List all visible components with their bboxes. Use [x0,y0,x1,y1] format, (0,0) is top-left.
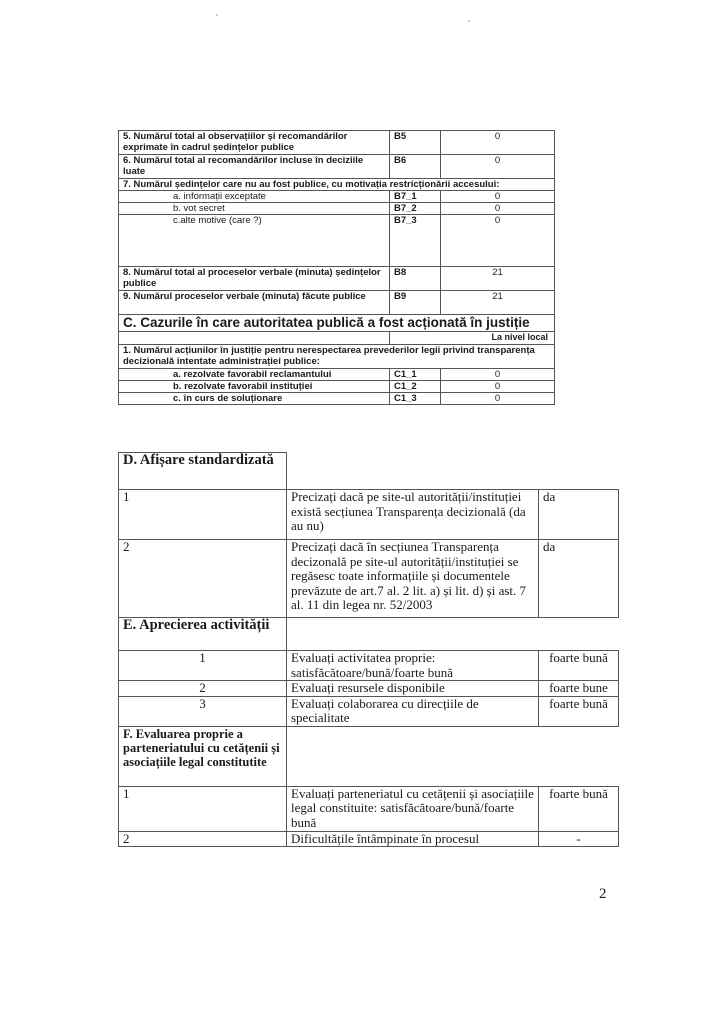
row-question: Evaluați parteneriatul cu cetățenii și asociațiile legal constituite: satisfăcătoare/bună/foarte bună [287,786,539,831]
row-question: Evaluați activitatea proprie: satisfăcătoare/bună/foarte bună [287,651,539,681]
row-value: 0 [441,155,555,179]
transparency-table-b-c [118,130,555,405]
row-code: B6 [390,155,441,179]
row-code: C1_2 [390,381,441,393]
row-question: Evaluați resursele disponibile [287,681,539,697]
row-answer: foarte bună [539,786,619,831]
row-question: Evaluați colaborarea cu direcțiile de specialitate [287,696,539,726]
row-code: B5 [390,131,441,155]
table-row [119,131,555,155]
row-value: 0 [441,203,555,215]
row-answer: - [539,831,619,847]
row-label: c. în curs de soluționare [119,393,390,405]
row-question: Dificultățile întâmpinate în procesul [287,831,539,847]
evaluation-table-d-e-f [118,452,619,847]
row-answer: foarte bună [539,696,619,726]
empty-cell [287,618,619,651]
table-row [119,696,619,726]
row-value: 0 [441,191,555,203]
section-heading-row [119,315,555,332]
table-row [119,179,555,191]
section-heading-row [119,618,619,651]
row-label: 5. Numărul total al observațiilor și recomandărilor exprimate în cadrul ședințelor publice [119,131,390,155]
section-c-title: C. Cazurile în care autoritatea publică a fost acționată în justiție [119,315,555,332]
row-code: B7_2 [390,203,441,215]
page-number: 2 [599,886,607,902]
row-value: 0 [441,369,555,381]
row-label: 1. Numărul acțiunilor în justiție pentru nerespectarea prevederilor legii privind transparența decizională intentate administrației publice: [119,345,555,369]
scan-speck [216,14,218,16]
section-heading-row [119,726,619,786]
row-code: C1_3 [390,393,441,405]
section-d-title: D. Afișare standardizată [119,453,287,490]
row-label: c.alte motive (care ?) [119,215,390,267]
scan-speck [468,20,470,22]
row-value: 0 [441,393,555,405]
row-code: B8 [390,267,441,291]
row-value: 21 [441,291,555,315]
empty-cell [119,332,390,345]
row-value: 21 [441,267,555,291]
table-row [119,291,555,315]
row-answer: da [539,490,619,540]
row-code: C1_1 [390,369,441,381]
table-row [119,786,619,831]
row-label: b. vot secret [119,203,390,215]
row-question: Precizați dacă pe site-ul autorității/instituției există secțiunea Transparența decizională (da au nu) [287,490,539,540]
row-label: 9. Numărul proceselor verbale (minuta) făcute publice [119,291,390,315]
row-number: 1 [119,786,287,831]
table-row [119,651,619,681]
empty-cell [287,726,619,786]
table-row [119,831,619,847]
table-row [119,332,555,345]
table-row [119,393,555,405]
row-code: B7_1 [390,191,441,203]
table-row [119,215,555,267]
table-row [119,540,619,618]
row-label: b. rezolvate favorabil instituției [119,381,390,393]
table-row [119,345,555,369]
row-number: 3 [119,696,287,726]
row-label: 7. Numărul ședințelor care nu au fost publice, cu motivația restricționării accesului: [119,179,555,191]
row-value: 0 [441,131,555,155]
row-number: 2 [119,681,287,697]
column-header: La nivel local [390,332,555,345]
row-value: 0 [441,381,555,393]
empty-cell [287,453,619,490]
row-answer: foarte bune [539,681,619,697]
table-row [119,267,555,291]
row-answer: da [539,540,619,618]
table-row [119,381,555,393]
table-row [119,191,555,203]
table-row [119,203,555,215]
table-row [119,490,619,540]
row-number: 1 [119,490,287,540]
row-answer: foarte bună [539,651,619,681]
row-number: 1 [119,651,287,681]
row-code: B9 [390,291,441,315]
row-number: 2 [119,831,287,847]
row-value: 0 [441,215,555,267]
row-question: Precizați dacă în secțiunea Transparența decizonală pe site-ul autorității/instituției se regăsesc toate informațiile și documentele prevăzute de art.7 al. 2 lit. a) și lit. d) și ast. 7 al. 11 din legea nr. 52/2003 [287,540,539,618]
section-e-title: E. Aprecierea activității [119,618,287,651]
row-code: B7_3 [390,215,441,267]
table-row [119,155,555,179]
section-f-title: F. Evaluarea proprie a parteneriatului cu cetățenii și asociațiile legal constitutite [119,726,287,786]
row-label: a. informații exceptate [119,191,390,203]
row-label: 6. Numărul total al recomandărilor incluse în deciziile luate [119,155,390,179]
row-number: 2 [119,540,287,618]
row-label: 8. Numărul total al proceselor verbale (minuta) ședințelor publice [119,267,390,291]
table-row [119,681,619,697]
section-heading-row [119,453,619,490]
row-label: a. rezolvate favorabil reclamantului [119,369,390,381]
table-row [119,369,555,381]
